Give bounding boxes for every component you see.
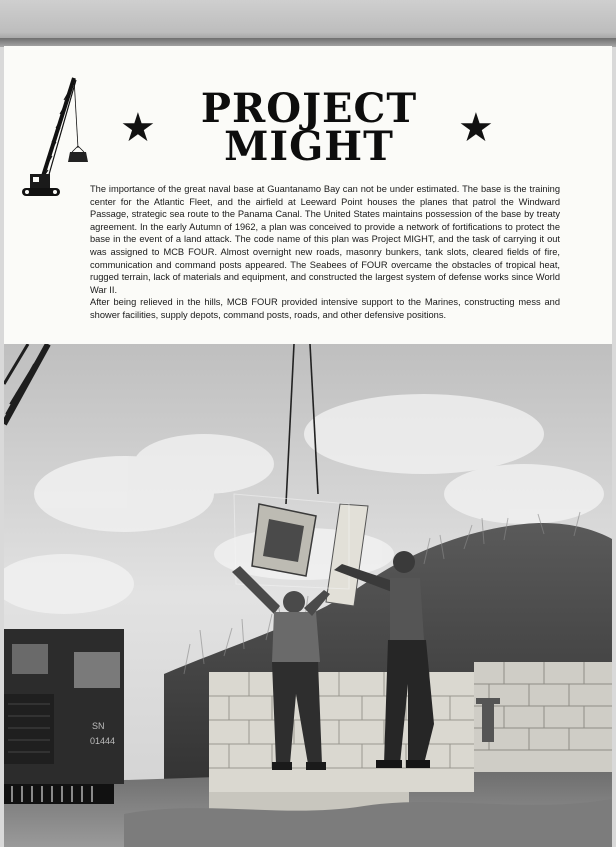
truck-marking-2: 01444 [90, 736, 116, 746]
page-title [184, 85, 434, 170]
title-line-2: MIGHT [224, 123, 394, 170]
truck [4, 629, 124, 804]
article-text [90, 183, 560, 322]
document-page [4, 46, 612, 847]
star-icon: ★ [120, 106, 156, 150]
header-area [4, 46, 612, 344]
star-icon: ★ [458, 106, 494, 150]
title-line-1: PROJECT [200, 85, 418, 132]
truck-marking-1: SN [92, 721, 105, 731]
paragraph-2: After being relieved in the hills, MCB FOUR provided intensive support to the Marines, constructing mess and shower facilities, supply depots, command posts, roads, and other defensive positions. [90, 297, 560, 320]
paragraph-1: The importance of the great naval base at Guantanamo Bay can not be under estimated. The base is the training center for the Atlantic Fleet, and the airfield at Leeward Point houses the planes that patrol the Windward Passage, strategic sea route to the Panama Canal. The United States maintains possession of the base by treaty agreement. In the early Autumn of 1962, a plan was conceived to provide a network of fortifications to protect the base in the event of a land attack. The code name of this plan was Project MIGHT, and the task of carrying it out was assigned to MCB FOUR. Almost overnight new roads, masonry bunkers, tank slots, cleared fields of fire, communication and command posts appeared. The Seabees of FOUR overcame the obstacles of tropical heat, rugged terrain, lack of materials and equipment, and constructed the largest system of defense works since World War II. [90, 184, 560, 295]
construction-photo [4, 344, 612, 847]
block-wall-right [474, 662, 612, 772]
crawler-crane-icon [16, 74, 96, 202]
